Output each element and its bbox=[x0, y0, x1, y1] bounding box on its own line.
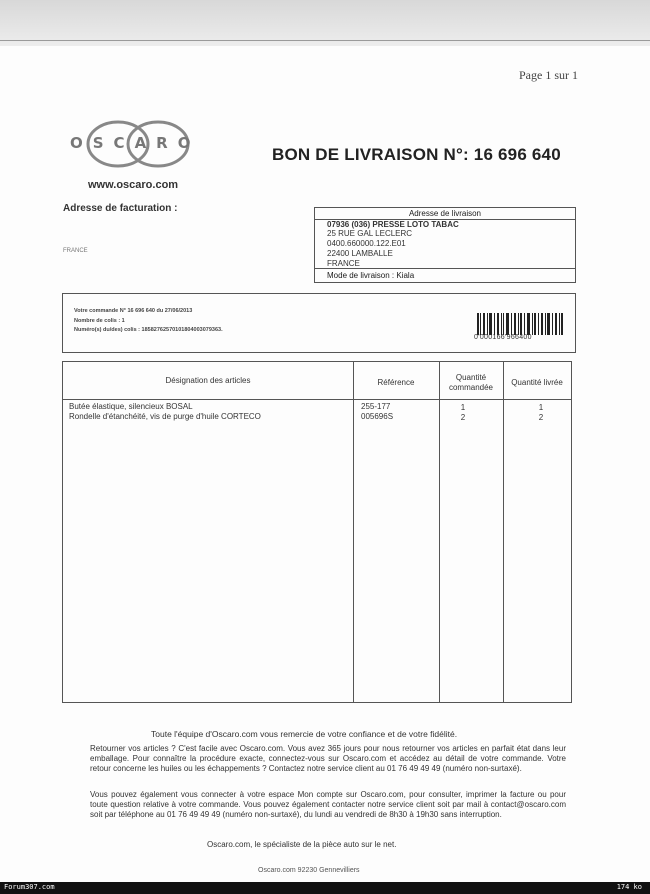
delivery-line: 0400.660000.122.E01 bbox=[327, 239, 406, 248]
document-title: BON DE LIVRAISON N°: 16 696 640 bbox=[272, 145, 561, 164]
delivery-line: 07936 (036) PRESSE LOTO TABAC bbox=[327, 220, 459, 229]
header-qty-ordered-line2: commandée bbox=[448, 383, 494, 392]
parcel-number-line: Numéro(s) du/des) colis : 18582762570101804003079363. bbox=[74, 327, 223, 333]
file-size: 174 ko bbox=[616, 883, 642, 891]
delivery-line: 22400 LAMBALLE bbox=[327, 249, 393, 258]
row-qty-ordered: 1 bbox=[460, 403, 466, 412]
page-number: Page 1 sur 1 bbox=[519, 68, 578, 82]
return-paragraph: Retourner vos articles ? C'est facile avec Oscaro.com. Vous avez 365 jours pour nous retourner vos articles en parfait état dans leur emballage. Pour connaître la procédure exacte, connectez-vous sur Oscaro.com et accédez au détail de votre commande. Votre retour concerne les huiles ou les échappements ? Contactez notre service client au 01 76 49 49 49 (numéro non-surtaxé). bbox=[90, 744, 566, 773]
row-reference: 005696S bbox=[361, 412, 394, 421]
row-designation: Butée élastique, silencieux BOSAL bbox=[69, 402, 193, 411]
billing-address-label: Adresse de facturation : bbox=[63, 203, 178, 214]
row-designation: Rondelle d'étanchéité, vis de purge d'huile CORTECO bbox=[69, 412, 261, 421]
delivery-mode: Mode de livraison : Kiala bbox=[315, 268, 575, 282]
row-reference: 255-177 bbox=[361, 402, 391, 411]
scan-top-margin bbox=[0, 0, 650, 46]
row-qty-delivered: 2 bbox=[538, 413, 544, 422]
header-qty-delivered: Quantité livrée bbox=[511, 378, 563, 387]
header-designation: Désignation des articles bbox=[165, 376, 251, 385]
delivery-address-header: Adresse de livraison bbox=[315, 208, 575, 220]
website-url: www.oscaro.com bbox=[88, 179, 179, 191]
delivery-line: FRANCE bbox=[327, 259, 360, 268]
row-qty-ordered: 2 bbox=[460, 413, 466, 422]
company-address: Oscaro.com 92230 Gennevilliers bbox=[258, 867, 360, 874]
header-reference: Référence bbox=[377, 378, 415, 387]
parcel-count-line: Nombre de colis : 1 bbox=[74, 318, 125, 324]
account-paragraph: Vous pouvez également vous connecter à votre espace Mon compte sur Oscaro.com, pour consulter, imprimer la facture ou pour toute question relative à votre commande. Vous pouvez également contacter notre service client soit par mail à contact@oscaro.com soit par téléphone au 01 76 49 49 49 (numéro non-surtaxé), du lundi au vendredi de 8h30 à 19h30 sans interruption. bbox=[90, 790, 566, 819]
slogan-text: Oscaro.com, le spécialiste de la pièce auto sur le net. bbox=[207, 840, 397, 849]
order-number-line: Votre commande N° 16 696 640 du 27/06/2013 bbox=[74, 308, 193, 314]
forum-bar bbox=[0, 882, 650, 894]
forum-name: Forum307.com bbox=[4, 883, 55, 891]
logo-text: OSCARO bbox=[70, 134, 201, 152]
barcode-number: 0'000166'966400 bbox=[474, 334, 532, 341]
delivery-line: 25 RUE GAL LECLERC bbox=[327, 229, 413, 238]
billing-country: FRANCE bbox=[63, 248, 88, 254]
delivery-address-box bbox=[314, 207, 576, 283]
row-qty-delivered: 1 bbox=[538, 403, 544, 412]
barcode bbox=[477, 313, 563, 335]
items-table bbox=[62, 361, 572, 703]
header-qty-ordered: Quantité bbox=[455, 373, 487, 382]
thanks-text: Toute l'équipe d'Oscaro.com vous remercie de votre confiance et de votre fidélité. bbox=[151, 729, 458, 739]
